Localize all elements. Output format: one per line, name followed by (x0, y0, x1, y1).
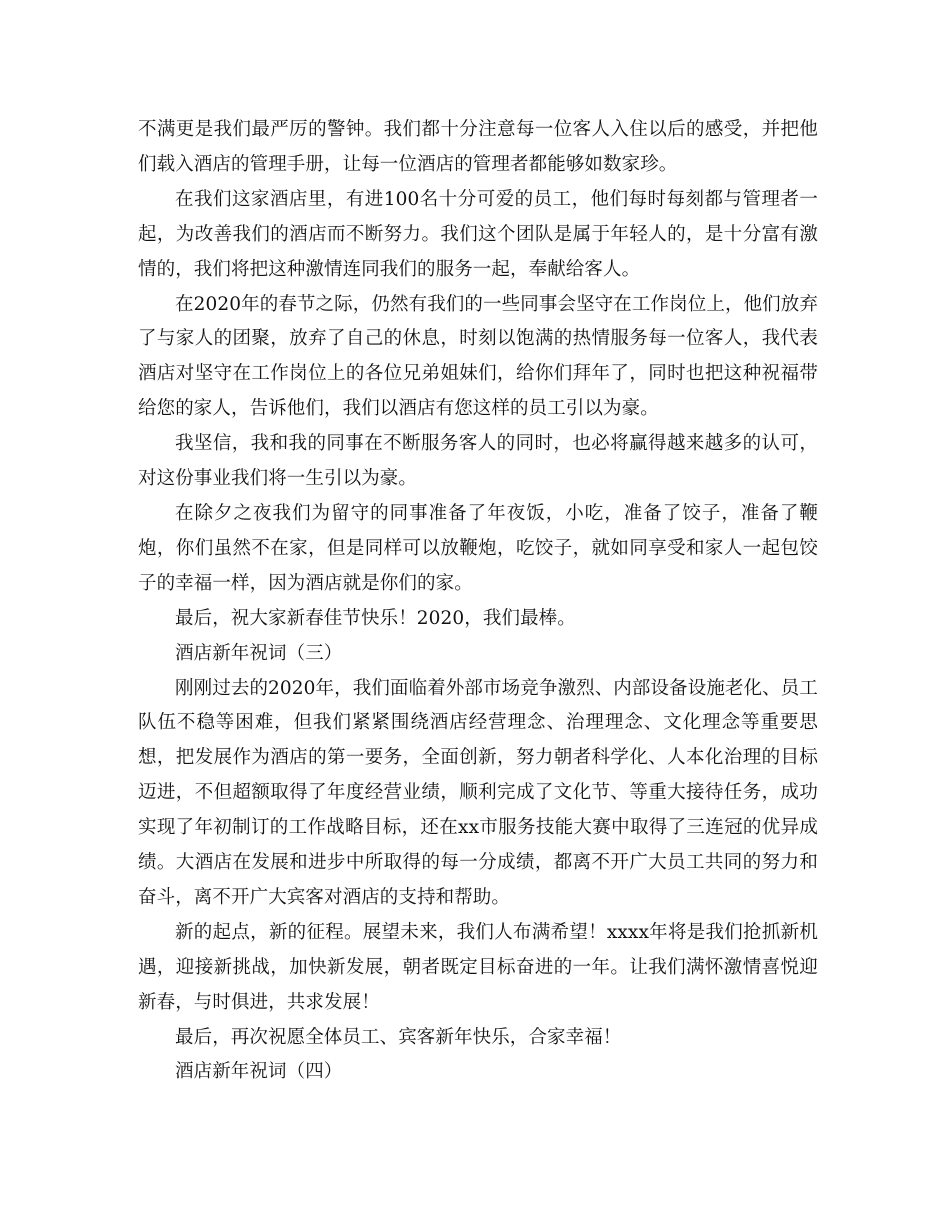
paragraph: 在除夕之夜我们为留守的同事准备了年夜饭，小吃，准备了饺子，准备了鞭炮，你们虽然不在家，但是同样可以放鞭炮，吃饺子，就如同享受和家人一起包饺子的幸福一样，因为酒店就是你们的家。 (138, 502, 818, 594)
paragraph: 在我们这家酒店里，有进100名十分可爱的员工，他们每时每刻都与管理者一起，为改善我们的酒店而不断努力。我们这个团队是属于年轻人的，是十分富有激情的，我们将把这种激情连同我们的服务一起，奉献给客人。 (138, 188, 818, 280)
paragraph: 我坚信，我和我的同事在不断服务客人的同时，也必将赢得越来越多的认可，对这份事业我们将一生引以为豪。 (138, 433, 818, 490)
paragraph: 最后，再次祝愿全体员工、宾客新年快乐，合家幸福！ (175, 1026, 622, 1048)
document-body (138, 113, 818, 1090)
section-heading: 酒店新年祝词（三） (175, 642, 343, 664)
paragraph: 最后，祝大家新春佳节快乐！2020，我们最棒。 (175, 607, 576, 629)
paragraph: 新的起点，新的征程。展望未来，我们人布满希望！xxxx年将是我们抢抓新机遇，迎接新挑战，加快新发展，朝者既定目标奋进的一年。让我们满怀激情喜悦迎新春，与时俱进，共求发展！ (138, 921, 818, 1013)
paragraph: 不满更是我们最严厉的警钟。我们都十分注意每一位客人入住以后的感受，并把他们载入酒店的管理手册，让每一位酒店的管理者都能够如数家珍。 (138, 119, 818, 175)
paragraph: 刚刚过去的2020年，我们面临着外部市场竞争激烈、内部设备设施老化、员工队伍不稳等困难，但我们紧紧围绕酒店经营理念、治理理念、文化理念等重要思想，把发展作为酒店的第一要务，全面创新，努力朝者科学化、人本化治理的目标迈进，不但超额取得了年度经营业绩，顺利完成了文化节、等重大接待任务，成功实现了年初制订的工作战略目标，还在xx市服务技能大赛中取得了三连冠的优异成绩。大酒店在发展和进步中所取得的每一分成绩，都离不开广大员工共同的努力和奋斗，离不开广大宾客对酒店的支持和帮助。 (138, 677, 818, 908)
paragraph: 在2020年的春节之际，仍然有我们的一些同事会坚守在工作岗位上，他们放弃了与家人的团聚，放弃了自己的休息，时刻以饱满的热情服务每一位客人，我代表酒店对坚守在工作岗位上的各位兄弟姐妹们，给你们拜年了，同时也把这种祝福带给您的家人，告诉他们，我们以酒店有您这样的员工引以为豪。 (138, 293, 818, 420)
section-heading: 酒店新年祝词（四） (175, 1061, 343, 1083)
